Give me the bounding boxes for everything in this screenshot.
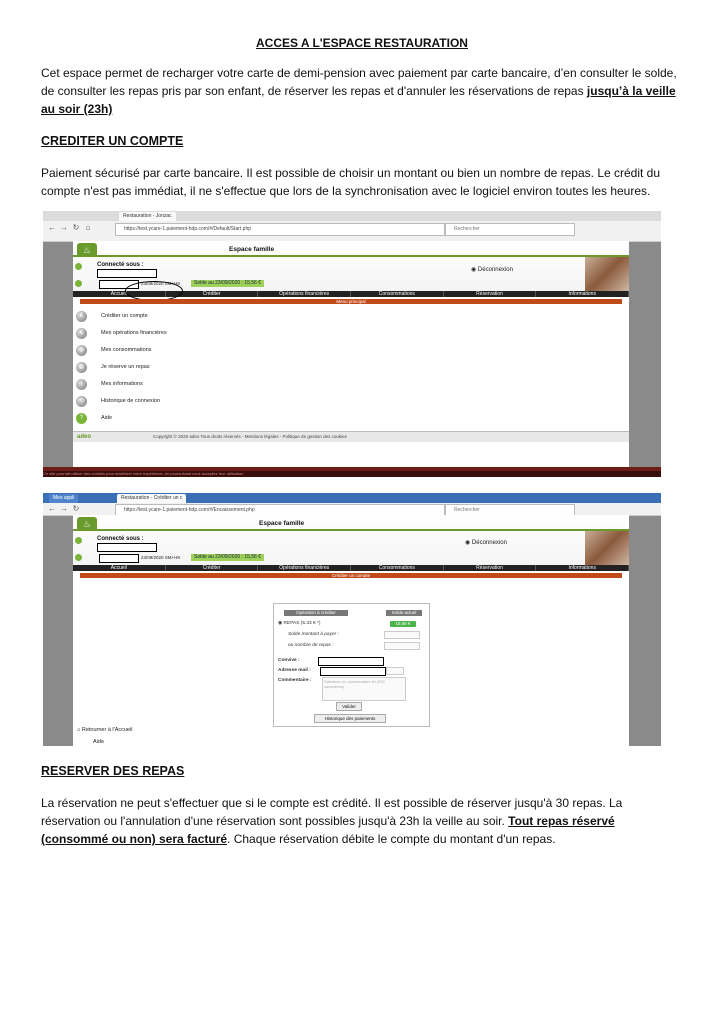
menu-item-aide[interactable]: ? Aide bbox=[76, 411, 112, 425]
email-label: Adresse mail : bbox=[278, 668, 311, 673]
nav-operations[interactable]: Opérations financières bbox=[258, 565, 351, 571]
screenshot-crediter bbox=[43, 493, 661, 746]
logout-link[interactable]: ◉ Déconnexion bbox=[471, 267, 513, 273]
convive-select[interactable] bbox=[318, 657, 384, 666]
euro-icon: € bbox=[76, 328, 87, 339]
valider-button[interactable]: Valider bbox=[336, 702, 362, 711]
redacted-user-name bbox=[97, 543, 157, 552]
back-arrow-icon[interactable]: ← bbox=[48, 504, 56, 513]
browser-tabstrip bbox=[43, 211, 661, 221]
nav-crediter[interactable]: Créditer bbox=[166, 565, 259, 571]
browser-toolbar bbox=[43, 493, 661, 516]
status-dot-icon bbox=[75, 537, 82, 544]
header-divider bbox=[73, 255, 629, 257]
historique-button[interactable]: Historique des paiements bbox=[314, 714, 386, 723]
site-page bbox=[73, 515, 629, 746]
site-footer bbox=[73, 431, 629, 442]
menu-item-historique[interactable]: ⟲ Historique de connexion bbox=[76, 394, 160, 408]
repas-radio[interactable]: ◉ REPAS (5.33 € *) bbox=[278, 621, 321, 626]
nav-crediter[interactable]: Créditer bbox=[166, 291, 259, 297]
section-title-crediter: CREDITER UN COMPTE bbox=[41, 134, 184, 148]
back-to-home-label: Retourner à l'Accueil bbox=[81, 727, 133, 733]
forward-arrow-icon[interactable]: → bbox=[60, 504, 68, 513]
email-field[interactable] bbox=[320, 667, 386, 676]
reserver-text-a: La réservation ne peut s'effectuer que si le compte est crédité. Il est possible de réserver jusqu'à 30 repas. La réservation ou l'annulation d'une réservation sont possibles jusqu'à 23h la veille au soir. bbox=[41, 796, 623, 828]
coin-icon: € bbox=[76, 311, 87, 322]
browser-toolbar bbox=[43, 211, 661, 242]
history-icon: ⟲ bbox=[76, 396, 87, 407]
highlight-circle bbox=[125, 281, 183, 301]
section-crediter-text: Paiement sécurisé par carte bancaire. Il est possible de choisir un montant ou bien un nombre de repas. Le crédit du compte n'est pas immédiat, il ne s'effectue que lors de la synchronisation avec le logiciel environ toutes les heures. bbox=[41, 166, 661, 198]
forward-arrow-icon[interactable]: → bbox=[60, 223, 68, 232]
menu-item-consommations[interactable]: ◍ Mes consommations bbox=[76, 343, 151, 357]
header-divider bbox=[73, 529, 629, 531]
nav-accueil[interactable]: Accueil bbox=[73, 565, 166, 571]
nav-reservation[interactable]: Réservation bbox=[444, 291, 537, 297]
nav-informations[interactable]: Informations bbox=[536, 291, 629, 297]
browser-tabstrip bbox=[43, 493, 661, 503]
status-dot-icon bbox=[75, 280, 82, 287]
menu-item-informations[interactable]: i Mes informations bbox=[76, 377, 143, 391]
date-text: 23/09/2020 SM+H8 bbox=[141, 555, 180, 560]
nombre-label: ou nombre de repas : bbox=[288, 643, 334, 648]
url-bar[interactable]: https://test.ycare-1.paiement-hdp.com/#/Default/Start.php bbox=[115, 223, 445, 236]
espace-famille-title: Espace famille bbox=[229, 246, 275, 253]
back-arrow-icon[interactable]: ← bbox=[48, 223, 56, 232]
date-text: 23/09/2020 SM+H8 bbox=[141, 281, 180, 286]
intro-paragraph bbox=[41, 64, 681, 118]
logout-link[interactable]: ◉ Déconnexion bbox=[465, 540, 507, 546]
connected-label: Connecté sous : bbox=[97, 262, 144, 268]
back-to-home-link[interactable]: ⌂ Retourner à l'Accueil bbox=[77, 727, 133, 733]
form-header-solde: Solde actuel bbox=[386, 610, 422, 616]
nav-consommations[interactable]: Consommations bbox=[351, 565, 444, 571]
plate-icon: ◍ bbox=[76, 345, 87, 356]
home-icon[interactable]: ⌂ bbox=[85, 223, 91, 232]
nav-consommations[interactable]: Consommations bbox=[351, 291, 444, 297]
chef-logo-icon: ♨ bbox=[77, 517, 97, 531]
nav-reservation[interactable]: Réservation bbox=[444, 565, 537, 571]
email-field-extra[interactable] bbox=[386, 667, 404, 675]
browser-tab-apps[interactable]: Mes appli bbox=[49, 494, 78, 503]
espace-famille-title: Espace famille bbox=[259, 520, 305, 527]
montant-label: Solde montant à payer : bbox=[288, 632, 339, 637]
status-dot-icon bbox=[75, 263, 82, 270]
intro-emphasis: jusqu’à la veille au soir (23h) bbox=[41, 84, 676, 116]
balance-badge: Solde au 23/09/2020 : 15,56 € bbox=[191, 554, 264, 561]
solde-value-badge: 15.56 € bbox=[390, 621, 416, 627]
logout-label: Déconnexion bbox=[471, 540, 507, 546]
convive-label: Convive : bbox=[278, 658, 300, 663]
footer-copyright: Copyright © 2020 adeo Tous droits réservés - Mentions légales - Politique de gestion des cookies bbox=[153, 434, 347, 439]
connected-label: Connecté sous : bbox=[97, 536, 144, 542]
commentaire-textarea[interactable]: Saisissez un commentaire ici (200 caractères) bbox=[322, 677, 406, 701]
site-page bbox=[73, 241, 629, 467]
nav-accueil[interactable]: Accueil bbox=[73, 291, 166, 297]
menu-item-crediter[interactable]: € Créditer un compte bbox=[76, 309, 148, 323]
reserver-emphasis: Tout repas réservé (consommé ou non) sera facturé bbox=[41, 814, 615, 846]
info-icon: i bbox=[76, 379, 87, 390]
chef-logo-icon: ♨ bbox=[77, 243, 97, 257]
search-input[interactable]: Rechercher bbox=[445, 223, 575, 236]
adeo-logo: adeo bbox=[77, 434, 92, 440]
nav-informations[interactable]: Informations bbox=[536, 565, 629, 571]
nombre-input[interactable] bbox=[384, 642, 420, 650]
logout-label: Déconnexion bbox=[477, 267, 513, 273]
nav-operations[interactable]: Opérations financières bbox=[258, 291, 351, 297]
section-reserver-text bbox=[41, 794, 681, 848]
redacted-user-name bbox=[97, 269, 157, 278]
plate-icon: ◍ bbox=[76, 362, 87, 373]
url-bar[interactable]: https://test.ycare-1.paiement-hdp.com/#/Encaissement.php bbox=[115, 504, 445, 517]
menu-title-bar: Créditer un compte bbox=[80, 573, 622, 578]
reload-icon[interactable]: ↻ bbox=[72, 504, 80, 513]
menu-title-bar: Menu principal bbox=[80, 299, 622, 304]
browser-tab[interactable]: Restauration - Jonzac bbox=[119, 212, 176, 221]
menu-item-reserver[interactable]: ◍ Je réserve un repas bbox=[76, 360, 150, 374]
menu-item-operations[interactable]: € Mes opérations financières bbox=[76, 326, 167, 340]
status-dot-icon bbox=[75, 554, 82, 561]
screenshot-accueil bbox=[43, 211, 661, 477]
site-header bbox=[73, 515, 629, 571]
section-title-reserver: RESERVER DES REPAS bbox=[41, 764, 185, 778]
reserver-text-b: . Chaque réservation débite le compte du montant d'un repas. bbox=[227, 832, 556, 846]
credit-form bbox=[273, 603, 430, 727]
search-input[interactable]: Rechercher bbox=[445, 504, 575, 517]
repas-label: REPAS (5.33 € *) bbox=[283, 621, 321, 626]
cookie-strip: Ce site pourrait utiliser des cookies pour améliorer votre expérience, en poursuivant vous acceptez leur utilisation bbox=[43, 471, 661, 477]
main-nav bbox=[73, 565, 629, 571]
commentaire-label: Commentaire : bbox=[278, 678, 312, 683]
balance-badge: Solde au 23/09/2020 : 15,56 € bbox=[191, 280, 264, 287]
redacted-card-number bbox=[99, 554, 139, 563]
aide-link[interactable]: Aide bbox=[93, 739, 105, 745]
reload-icon[interactable]: ↻ bbox=[72, 223, 80, 232]
intro-text: Cet espace permet de recharger votre carte de demi-pension avec paiement par carte bancaire, d’en consulter le solde, de consulter les repas pris par son enfant, de réserver les repas et d'annuler les réservations de repas bbox=[41, 66, 677, 98]
browser-tab[interactable]: Restauration - Créditer un c bbox=[117, 494, 186, 503]
help-icon: ? bbox=[76, 413, 87, 424]
montant-input[interactable] bbox=[384, 631, 420, 639]
document-title: ACCES A L'ESPACE RESTAURATION bbox=[256, 36, 468, 50]
form-header-operation: Opération à créditer bbox=[284, 610, 348, 616]
